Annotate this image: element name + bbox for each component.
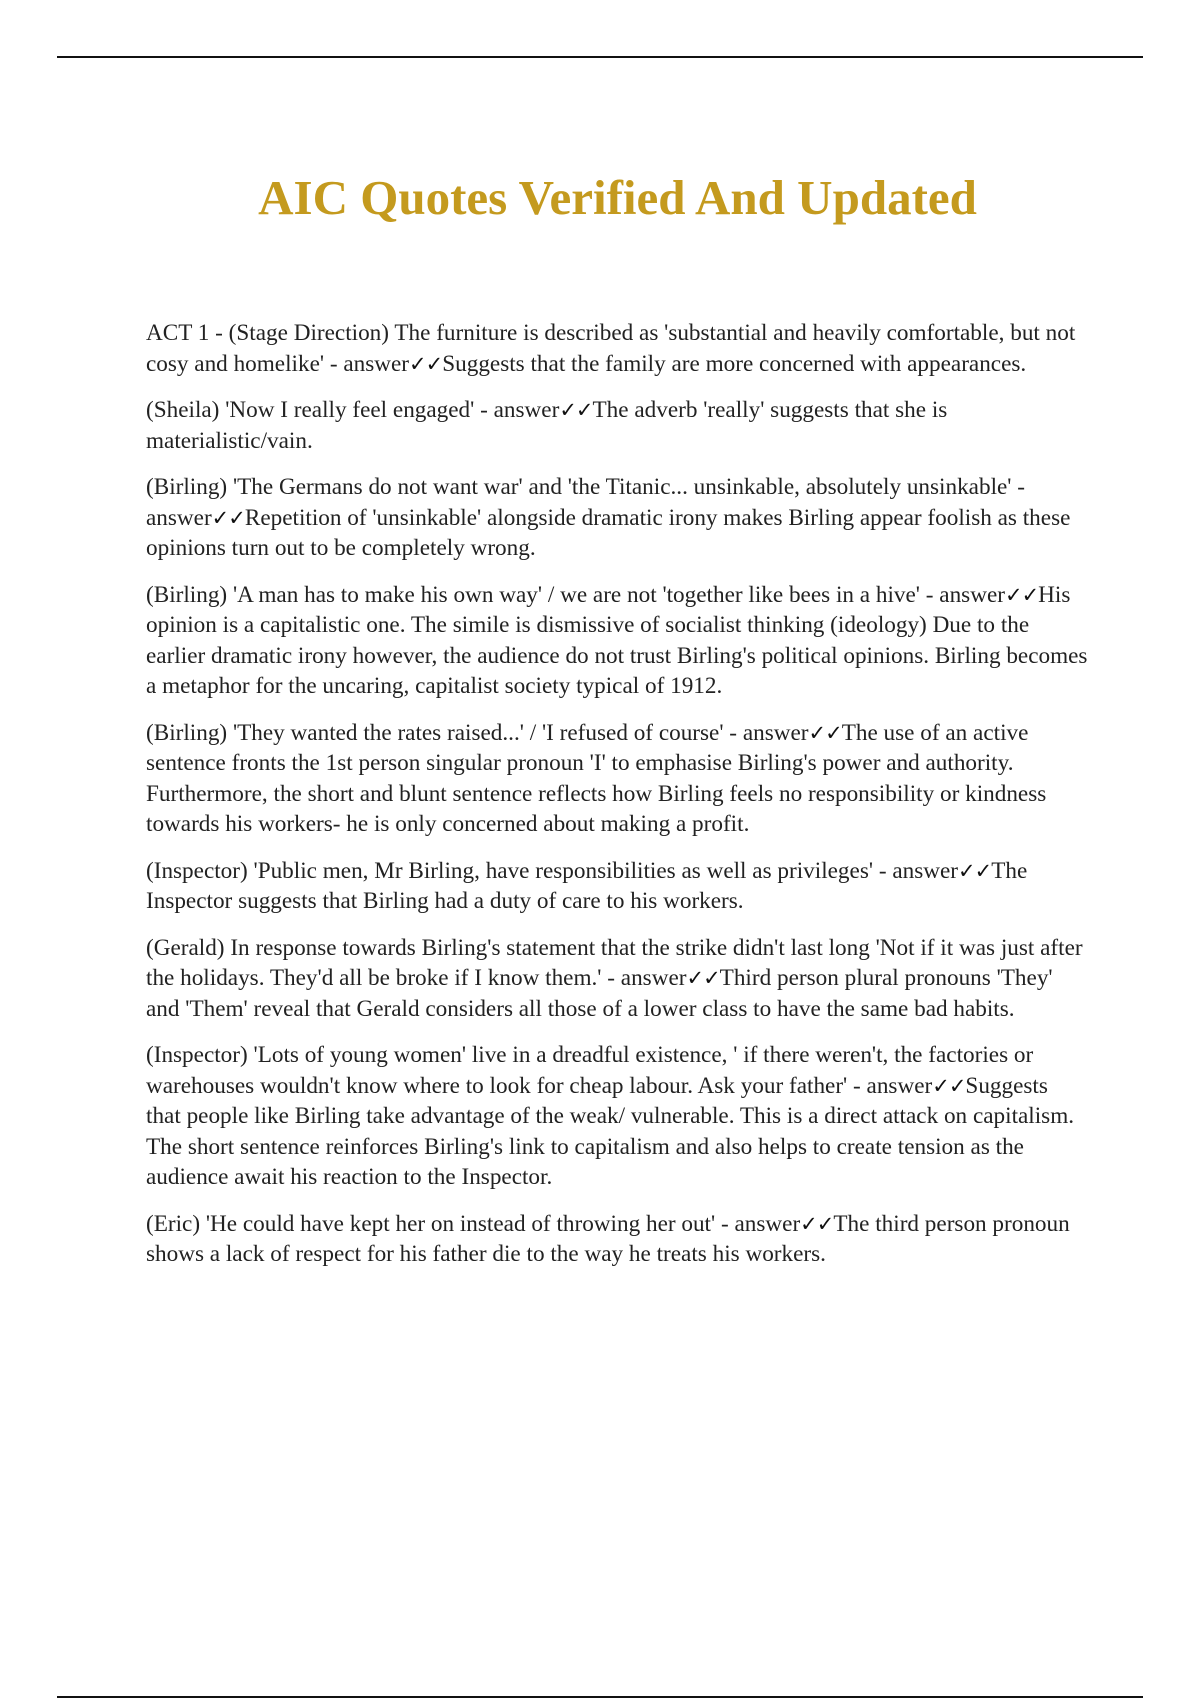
double-check-icon: ✓✓: [409, 351, 443, 376]
bottom-divider: [57, 1696, 1143, 1698]
double-check-icon: ✓✓: [958, 858, 992, 883]
quote-answer: Repetition of 'unsinkable' alongside dramatic irony makes Birling appear foolish as these opinions turn out to be completely wrong.: [146, 504, 1071, 561]
quote-entry-5: [146, 718, 1088, 840]
quote-answer: Suggests that the family are more concerned with appearances.: [442, 350, 1027, 377]
quote-entry-2: [146, 395, 1088, 456]
quote-prompt: (Sheila) 'Now I really feel engaged' - answer: [146, 397, 560, 423]
quote-prompt: (Inspector) 'Lots of young women' live in a dreadful existence, ' if there weren't, the factories or warehouses wouldn't know where to look for cheap labour. Ask your father' - answer: [146, 1042, 1034, 1099]
quote-entry-1: [146, 318, 1088, 379]
double-check-icon: ✓✓: [800, 1211, 834, 1236]
quote-list: [146, 318, 1088, 1286]
quote-entry-4: [146, 580, 1088, 702]
quote-answer: The Inspector suggests that Birling had a duty of care to his workers.: [146, 857, 1028, 914]
quote-prompt: ACT 1 - (Stage Direction) The furniture is described as 'substantial and heavily comfortable, but not cosy and homelike' - answer: [146, 320, 1076, 377]
top-divider: [57, 56, 1143, 58]
double-check-icon: ✓✓: [1004, 582, 1039, 607]
double-check-icon: ✓✓: [211, 505, 245, 530]
quote-answer: His opinion is a capitalistic one. The simile is dismissive of socialist thinking (ideology) Due to the earlier dramatic irony however, the audience do not trust Birling's political opinions. Birling becomes a metaphor for the uncaring, capitalist society typical of 1912.: [146, 581, 1088, 699]
quote-prompt: (Eric) 'He could have kept her on instead of throwing her out' - answer: [146, 1210, 801, 1237]
quote-answer: The use of an active sentence fronts the 1st person singular pronoun 'I' to emphasise Birling's power and authority. Furthermore, the short and blunt sentence reflects how Birling feels no responsibility or kindness towards his workers- he is only concerned about making a profit.: [146, 719, 1047, 837]
double-check-icon: ✓✓: [808, 720, 842, 745]
quote-answer: Suggests that people like Birling take advantage of the weak/ vulnerable. This is a direct attack on capitalism. The short sentence reinforces Birling's link to capitalism and also helps to create tension as the audience await his reaction to the Inspector.: [146, 1072, 1075, 1190]
quote-prompt: (Birling) 'They wanted the rates raised...' / 'I refused of course' - answer: [146, 719, 809, 746]
quote-entry-6: [146, 856, 1088, 917]
quote-answer: The adverb 'really' suggests that she is materialistic/vain.: [146, 397, 948, 454]
quote-prompt: (Birling) 'The Germans do not want war' and 'the Titanic... unsinkable, absolutely unsinkable' - answer: [146, 474, 1025, 531]
quote-answer: Third person plural pronouns 'They' and 'Them' reveal that Gerald considers all those of a lower class to have the same bad habits.: [146, 965, 1053, 1022]
quote-entry-9: [146, 1209, 1088, 1270]
document-title: AIC Quotes Verified And Updated: [258, 170, 977, 225]
quote-entry-8: [146, 1040, 1088, 1193]
quote-prompt: (Birling) 'A man has to make his own way' / we are not 'together like bees in a hive' - answer: [146, 581, 1005, 608]
quote-entry-7: [146, 933, 1088, 1025]
quote-prompt: (Gerald) In response towards Birling's statement that the strike didn't last long 'Not if it was just after the holidays. They'd all be broke if I know them.' - answer: [146, 934, 1083, 991]
quote-entry-3: [146, 472, 1088, 564]
double-check-icon: ✓✓: [932, 1073, 966, 1098]
quote-answer: The third person pronoun shows a lack of respect for his father die to the way he treats his workers.: [146, 1210, 1070, 1267]
quote-prompt: (Inspector) 'Public men, Mr Birling, have responsibilities as well as privileges' - answer: [146, 857, 959, 884]
double-check-icon: ✓✓: [686, 966, 720, 990]
double-check-icon: ✓✓: [559, 398, 593, 422]
